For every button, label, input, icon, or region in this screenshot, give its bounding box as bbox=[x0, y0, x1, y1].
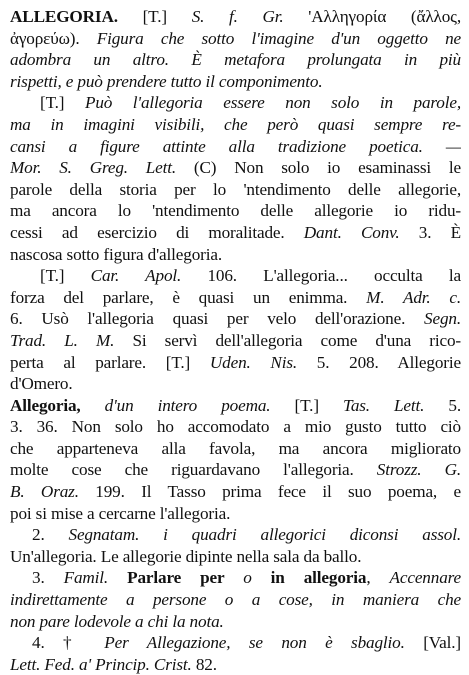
entry-text-segment: 199. Il Tasso prima fece il suo poema, e bbox=[95, 482, 461, 502]
entry-line bbox=[10, 28, 461, 50]
entry-line bbox=[10, 524, 461, 546]
entry-line bbox=[10, 654, 461, 675]
entry-text-segment: Lett. Fed. a' Princip. Crist. bbox=[10, 654, 196, 674]
entry-text-segment: ma in imagini visibili, che però quasi sempre re- bbox=[10, 114, 461, 134]
entry-text-segment: cansi a figure attinte alla tradizione poetica. — bbox=[10, 136, 461, 156]
entry-line bbox=[10, 503, 461, 525]
entry-line bbox=[10, 330, 461, 352]
entry-text-segment: 6. Usò l'allegoria quasi per velo dell'orazione. bbox=[10, 309, 425, 329]
entry-text-segment: 106. L'allegoria... occulta la bbox=[207, 266, 461, 286]
entry-text-segment: Uden. Nis. bbox=[209, 352, 317, 372]
entry-text-segment: [T.] bbox=[40, 93, 85, 113]
entry-text-segment: o bbox=[243, 568, 271, 588]
entry-text-segment: d'un intero poema. bbox=[104, 395, 295, 415]
entry-text-segment: parole della storia per lo 'ntendimento delle allegorie, bbox=[10, 179, 461, 199]
entry-text-segment: (C) Non solo io esaminassi le bbox=[193, 158, 461, 178]
entry-text-segment: Un'allegoria. Le allegorie dipinte nella sala da ballo. bbox=[10, 546, 362, 566]
entry-line bbox=[10, 49, 461, 71]
entry-text-segment: Figura che sotto l'imagine d'un oggetto ne bbox=[96, 28, 461, 48]
entry-line bbox=[10, 567, 461, 589]
entry-line bbox=[10, 395, 461, 417]
entry-line bbox=[10, 244, 461, 266]
entry-text-segment: [Val.] bbox=[423, 633, 461, 653]
entry-text-segment: Strozz. G. bbox=[376, 460, 461, 480]
entry-text-segment: 4. † bbox=[32, 633, 105, 653]
entry-text-segment: d'Omero. bbox=[10, 374, 73, 394]
entry-text-segment: 2. bbox=[32, 525, 69, 545]
entry-line bbox=[10, 92, 461, 114]
entry-text-segment: rispetti, e può prendere tutto il componimento. bbox=[10, 71, 323, 91]
entry-text-segment: Accennare bbox=[389, 568, 461, 588]
entry-text-segment: perta al parlare. [T.] bbox=[10, 352, 210, 372]
entry-text-segment: Trad. L. M. bbox=[10, 330, 133, 350]
entry-line bbox=[10, 287, 461, 309]
entry-line bbox=[10, 222, 461, 244]
entry-line bbox=[10, 136, 461, 158]
entry-text-segment: Tas. Lett. bbox=[342, 395, 449, 415]
entry-text-segment: che apparteneva alla favola, ma ancora migliorato bbox=[10, 438, 461, 458]
entry-text-segment: [T.] bbox=[40, 266, 91, 286]
entry-text-segment: molte cose che riguardavano l'allegoria. bbox=[10, 460, 377, 480]
entry-line bbox=[10, 589, 461, 611]
entry-text-segment: non pare lodevole a chi la nota. bbox=[10, 611, 224, 631]
entry-text-segment: Allegoria, bbox=[10, 395, 105, 415]
entry-text-segment: 5. 208. Allegorie bbox=[316, 352, 461, 372]
entry-line bbox=[10, 71, 461, 93]
entry-text-segment: Mor. S. Greg. Lett. bbox=[10, 158, 194, 178]
entry-text-segment: poi si mise a cercarne l'allegoria. bbox=[10, 503, 231, 523]
entry-text-segment: [T.] bbox=[117, 7, 192, 26]
entry-text-segment: Famil. bbox=[63, 568, 128, 588]
entry-line bbox=[10, 373, 461, 395]
entry-text-segment: , bbox=[366, 568, 390, 588]
entry-line bbox=[10, 459, 461, 481]
entry-text-segment: Per Allegazione, se non è sbaglio. bbox=[104, 633, 424, 653]
entry-line bbox=[10, 416, 461, 438]
entry-line bbox=[10, 352, 461, 374]
entry-text-segment: cessi ad esercizio di moralitade. bbox=[10, 222, 304, 242]
entry-line bbox=[10, 157, 461, 179]
entry-line bbox=[10, 546, 461, 568]
entry-text-segment: S. f. Gr. bbox=[191, 7, 309, 26]
entry-line bbox=[10, 6, 461, 28]
entry-text-segment: [T.] bbox=[294, 395, 343, 415]
entry-line bbox=[10, 611, 461, 633]
entry-line bbox=[10, 179, 461, 201]
entry-text-segment: B. Oraz. bbox=[10, 482, 96, 502]
entry-text-segment: 82. bbox=[195, 654, 217, 674]
entry-line bbox=[10, 265, 461, 287]
entry-line bbox=[10, 632, 461, 654]
entry-text-segment: M. Adr. c. bbox=[366, 287, 461, 307]
entry-line bbox=[10, 114, 461, 136]
entry-text-segment: Parlare per bbox=[127, 568, 244, 588]
entry-line bbox=[10, 200, 461, 222]
entry-text-segment: Dant. Conv. bbox=[303, 222, 419, 242]
entry-line bbox=[10, 481, 461, 503]
entry-text-segment: 5. bbox=[448, 395, 461, 415]
entry-text-segment: nascosa sotto figura d'allegoria. bbox=[10, 244, 222, 264]
entry-text-segment: ma ancora lo 'ntendimento delle allegorie io ridu- bbox=[10, 201, 461, 221]
entry-text-segment: 3. È bbox=[418, 222, 461, 242]
entry-text-segment: 'Αλληγορία (ἄλλος, bbox=[308, 7, 461, 26]
entry-line bbox=[10, 438, 461, 460]
entry-text-segment: forza del parlare, è quasi un enimma. bbox=[10, 287, 367, 307]
entry-text-segment: adombra un altro. È metafora prolungata in più bbox=[10, 50, 461, 70]
dictionary-entry-allegoria bbox=[10, 6, 461, 675]
entry-text-segment: Segnatam. i quadri allegorici diconsi assol. bbox=[68, 525, 461, 545]
entry-text-segment: Car. Apol. bbox=[90, 266, 208, 286]
entry-text-segment: Può l'allegoria essere non solo in parole, bbox=[84, 93, 461, 113]
entry-text-segment: Si servì dell'allegoria come d'una rico- bbox=[132, 330, 461, 350]
entry-text-segment: ἀγορεύω). bbox=[10, 28, 97, 48]
entry-text-segment: in allegoria bbox=[270, 568, 367, 588]
entry-text-segment: 3. bbox=[32, 568, 64, 588]
entry-text-segment: ALLEGORIA. bbox=[10, 7, 118, 26]
entry-line bbox=[10, 308, 461, 330]
entry-text-segment: indirettamente a persone o a cose, in maniera che bbox=[10, 590, 461, 610]
entry-text-segment: Segn. bbox=[424, 309, 461, 329]
entry-text-segment: 3. 36. Non solo ho accomodato a mio gusto tutto ciò bbox=[10, 417, 461, 437]
